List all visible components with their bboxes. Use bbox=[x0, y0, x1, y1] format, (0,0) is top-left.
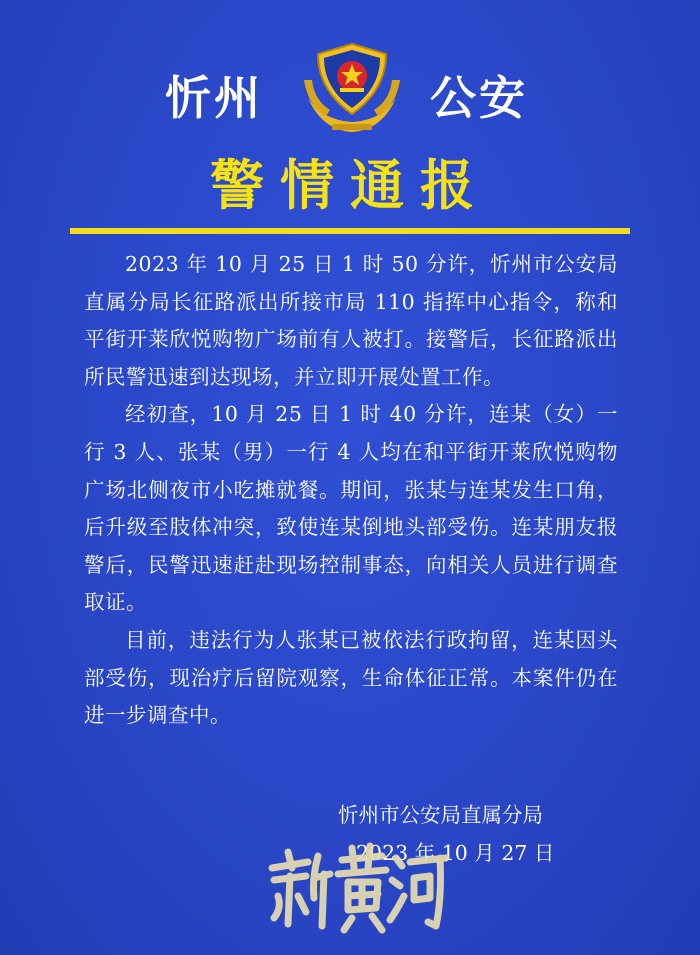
paragraph-3: 目前，违法行为人张某已被依法行政拘留，连某因头部受伤，现治疗后留院观察，生命体征正常。本案件仍在进一步调查中。 bbox=[84, 627, 618, 728]
header-police-text: 公安 bbox=[430, 71, 528, 125]
police-emblem-icon bbox=[302, 40, 402, 136]
title-divider bbox=[70, 228, 630, 234]
paragraph-1: 2023 年 10 月 25 日 1 时 50 分许，忻州市公安局直属分局长征路派出所接市局 110 指挥中心指令，称和平街开莱欣悦购物广场前有人被打。接警后，长征路派出所民警迅速到达现场，并立即开展处置工作。 bbox=[84, 252, 618, 389]
signature-organization: 忻州市公安局直属分局 bbox=[338, 803, 543, 827]
header-city-text: 忻州 bbox=[165, 71, 263, 125]
watermark-logo bbox=[262, 838, 452, 938]
paragraph-2: 经初查，10 月 25 日 1 时 40 分许，连某（女）一行 3 人、张某（男）一行 4 人均在和平街开莱欣悦购物广场北侧夜市小吃摊就餐。期间，张某与连某发生口角，后升级至肢体冲突，致使连某倒地头部受伤。连某朋友报警后，民警迅速赶赴现场控制事态，向相关人员进行调查取证。 bbox=[84, 402, 618, 615]
signature-date: 2023 年 10 月 27 日 bbox=[356, 841, 555, 865]
page-title: 警情通报 bbox=[210, 154, 490, 217]
notice-body bbox=[84, 246, 618, 735]
header bbox=[0, 40, 700, 140]
